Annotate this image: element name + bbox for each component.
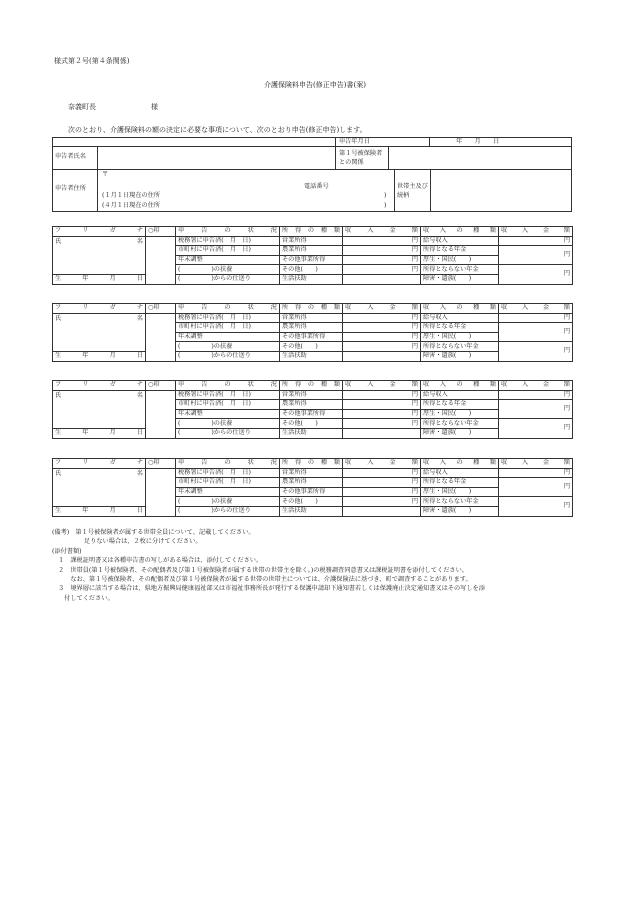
relation-label: 第１号被保険者との関係 xyxy=(339,150,383,166)
status-header: 申 告 の 状 況 xyxy=(176,381,280,391)
right-row-0: 給与収入 xyxy=(421,390,499,400)
income-row-1: 農業所得 xyxy=(280,400,343,410)
amount-field[interactable]: 円 xyxy=(343,342,421,352)
amount-field[interactable]: 円 xyxy=(343,255,421,265)
attachment-item-2-note: なお、第１号被保険者、その配偶者及び第１号被保険者が属する世帯の世帯主については、介護保険法に基づき、町で調査することがあります。 xyxy=(58,576,472,584)
remarks-label: (備考) xyxy=(52,529,70,536)
birth-label: 生 年 月 日 xyxy=(53,351,146,361)
income-row-1: 農業所得 xyxy=(280,246,343,256)
amount-header: 収入金額 xyxy=(499,227,573,237)
remarks-line1: 第１号被保険者が属する世帯全員について、記載してください。 xyxy=(75,529,255,536)
address-apr1[interactable]: (４月１日現在の住所 xyxy=(102,202,161,209)
household-member-block xyxy=(52,226,573,285)
right-row-4: 障害・遺族( ) xyxy=(421,506,499,516)
right-row-1: 所得となる年金 xyxy=(421,323,499,333)
status-row-3[interactable]: ( )の扶養 xyxy=(176,419,280,429)
attachment-item-3-cont: 付してください。 xyxy=(58,594,114,602)
birth-label: 生 年 月 日 xyxy=(53,506,146,516)
income-kind-header: 収入の種類 xyxy=(421,459,499,469)
amount-field[interactable]: 円 xyxy=(499,468,573,478)
intro-text: 次のとおり、介護保険料の額の決定に必要な事項について、次のとおり申告(修正申告)します。 xyxy=(68,126,367,134)
notes xyxy=(52,528,485,603)
income-kind-header: 収入の種類 xyxy=(421,227,499,237)
right-row-4: 障害・遺族( ) xyxy=(421,428,499,438)
furigana-label: フ リ ガ ナ xyxy=(53,381,146,391)
right-row-2: 厚生・国民( ) xyxy=(421,487,499,497)
postal-mark: 〒 xyxy=(102,171,109,178)
amount-field[interactable]: 円 xyxy=(499,342,573,361)
amount-field[interactable]: 円 xyxy=(343,419,421,429)
householder-label: 世帯主及び続柄 xyxy=(397,183,428,199)
status-row-4[interactable]: ( )からの仕送り xyxy=(176,428,280,438)
income-row-0: 営業所得 xyxy=(280,313,343,323)
amount-field[interactable]: 円 xyxy=(499,265,573,284)
phone-label: 電話番号 xyxy=(304,183,329,190)
name-label: 氏 名 xyxy=(53,390,146,428)
right-row-1: 所得となる年金 xyxy=(421,246,499,256)
right-row-1: 所得となる年金 xyxy=(421,478,499,488)
amount-header: 収入金額 xyxy=(499,459,573,469)
status-row-2[interactable]: 年末調整 xyxy=(176,487,280,497)
income-row-4: 生活扶助 xyxy=(280,274,343,284)
amount-field[interactable]: 円 xyxy=(343,497,421,507)
income-kind-header: 収入の種類 xyxy=(421,304,499,314)
status-row-4[interactable]: ( )からの仕送り xyxy=(176,351,280,361)
name-label: 氏 名 xyxy=(53,468,146,506)
right-row-0: 給与収入 xyxy=(421,236,499,246)
income-row-0: 営業所得 xyxy=(280,390,343,400)
income-row-4: 生活扶助 xyxy=(280,506,343,516)
income-type-header: 所得の種類 xyxy=(280,459,343,469)
income-row-2: その他事業所得 xyxy=(280,332,343,342)
income-row-3: その他( ) xyxy=(280,419,343,429)
right-row-4: 障害・遺族( ) xyxy=(421,274,499,284)
household-member-block xyxy=(52,458,573,517)
amount-field[interactable]: 円 xyxy=(499,497,573,516)
seal-field[interactable] xyxy=(146,390,176,438)
amount-field[interactable]: 円 xyxy=(499,323,573,342)
status-row-1[interactable]: 市町村に申告済( 月 日) xyxy=(176,323,280,333)
income-row-2: その他事業所得 xyxy=(280,487,343,497)
amount-field[interactable]: 円 xyxy=(343,487,421,497)
amount-header: 収入金額 xyxy=(343,381,421,391)
householder-field[interactable] xyxy=(431,170,571,211)
amount-header: 収入金額 xyxy=(499,304,573,314)
right-row-0: 給与収入 xyxy=(421,468,499,478)
birth-label: 生 年 月 日 xyxy=(53,274,146,284)
seal-label: ○印 xyxy=(146,304,176,314)
amount-field[interactable]: 円 xyxy=(343,246,421,256)
name-label: 氏 名 xyxy=(53,236,146,274)
date-value[interactable]: 年 月 日 xyxy=(456,138,500,145)
date-label: 申告年月日 xyxy=(339,138,370,145)
right-row-2: 厚生・国民( ) xyxy=(421,409,499,419)
status-row-0[interactable]: 税務署に申告済( 月 日) xyxy=(176,468,280,478)
attachment-item-2: ２ 世帯員(第１号被保険者、その配偶者及び第１号被保険者が属する世帯の世帯主を除く。)の税務調査同意書又は課税証明書を添付してください。 xyxy=(58,566,468,574)
amount-header: 収入金額 xyxy=(343,227,421,237)
income-row-4: 生活扶助 xyxy=(280,351,343,361)
attachment-item-3: ３ 境界層に該当する場合は、県地方振興局健康福祉部又は市福祉事務所長が発行する保護申請却下通知書若しくは保護廃止決定通知書又はその写しを添 xyxy=(58,585,485,593)
status-row-0[interactable]: 税務署に申告済( 月 日) xyxy=(176,236,280,246)
address-apr1-close: ) xyxy=(384,202,387,209)
seal-label: ○印 xyxy=(146,227,176,237)
addressee: 奈義町長 xyxy=(68,103,96,111)
amount-field[interactable]: 円 xyxy=(343,409,421,419)
amount-field[interactable]: 円 xyxy=(343,323,421,333)
status-row-1[interactable]: 市町村に申告済( 月 日) xyxy=(176,246,280,256)
right-row-3: 所得とならない年金 xyxy=(421,342,499,352)
applicant-box xyxy=(52,137,572,212)
status-row-3[interactable]: ( )の扶養 xyxy=(176,342,280,352)
income-row-0: 営業所得 xyxy=(280,468,343,478)
status-row-4[interactable]: ( )からの仕送り xyxy=(176,506,280,516)
applicant-name-field[interactable] xyxy=(98,147,334,168)
form-number: 様式第２号(第４条関係) xyxy=(54,57,130,65)
amount-header: 収入金額 xyxy=(343,459,421,469)
attachment-item-1: １ 課税証明書又は各種申告書の写しがある場合は、添付してください。 xyxy=(58,557,263,565)
right-row-3: 所得とならない年金 xyxy=(421,419,499,429)
right-row-2: 厚生・国民( ) xyxy=(421,255,499,265)
status-row-1[interactable]: 市町村に申告済( 月 日) xyxy=(176,400,280,410)
right-row-1: 所得となる年金 xyxy=(421,400,499,410)
seal-field[interactable] xyxy=(146,468,176,516)
amount-field[interactable]: 円 xyxy=(343,236,421,246)
seal-label: ○印 xyxy=(146,381,176,391)
attachments-label: (添付書類) xyxy=(52,547,82,555)
amount-field-empty[interactable] xyxy=(343,506,421,516)
income-row-2: その他事業所得 xyxy=(280,255,343,265)
household-member-block xyxy=(52,303,573,362)
amount-field[interactable]: 円 xyxy=(499,236,573,246)
amount-field[interactable]: 円 xyxy=(343,313,421,323)
amount-field[interactable]: 円 xyxy=(499,246,573,265)
status-row-0[interactable]: 税務署に申告済( 月 日) xyxy=(176,313,280,323)
birth-label: 生 年 月 日 xyxy=(53,428,146,438)
amount-field[interactable]: 円 xyxy=(343,468,421,478)
furigana-label: フ リ ガ ナ xyxy=(53,459,146,469)
income-row-0: 営業所得 xyxy=(280,236,343,246)
status-header: 申 告 の 状 況 xyxy=(176,227,280,237)
address-jan1-close: ) xyxy=(384,192,387,199)
amount-field[interactable]: 円 xyxy=(343,265,421,275)
address-jan1[interactable]: (１月１日現在の住所 xyxy=(102,192,161,199)
status-row-2[interactable]: 年末調整 xyxy=(176,255,280,265)
status-header: 申 告 の 状 況 xyxy=(176,459,280,469)
amount-field[interactable]: 円 xyxy=(343,400,421,410)
status-row-2[interactable]: 年末調整 xyxy=(176,332,280,342)
honorific: 様 xyxy=(151,103,158,111)
seal-field[interactable] xyxy=(146,313,176,361)
amount-header: 収入金額 xyxy=(499,381,573,391)
status-row-1[interactable]: 市町村に申告済( 月 日) xyxy=(176,478,280,488)
right-row-3: 所得とならない年金 xyxy=(421,497,499,507)
amount-field[interactable]: 円 xyxy=(499,313,573,323)
name-label: 氏 名 xyxy=(53,313,146,351)
seal-label: ○印 xyxy=(146,459,176,469)
income-row-4: 生活扶助 xyxy=(280,428,343,438)
income-row-3: その他( ) xyxy=(280,265,343,275)
income-row-3: その他( ) xyxy=(280,342,343,352)
income-type-header: 所得の種類 xyxy=(280,227,343,237)
amount-field[interactable]: 円 xyxy=(499,390,573,400)
income-type-header: 所得の種類 xyxy=(280,304,343,314)
form-title: 介護保険料申告(修正申告)書(案) xyxy=(264,81,366,89)
income-row-2: その他事業所得 xyxy=(280,409,343,419)
remarks-line2: 足りない場合は、２枚に分けてください。 xyxy=(84,538,202,546)
amount-field-empty[interactable] xyxy=(343,428,421,438)
amount-field[interactable]: 円 xyxy=(499,419,573,438)
right-row-4: 障害・遺族( ) xyxy=(421,351,499,361)
status-row-2[interactable]: 年末調整 xyxy=(176,409,280,419)
status-row-3[interactable]: ( )の扶養 xyxy=(176,265,280,275)
household-member-block xyxy=(52,380,573,439)
income-type-header: 所得の種類 xyxy=(280,381,343,391)
amount-field[interactable]: 円 xyxy=(343,390,421,400)
furigana-label: フ リ ガ ナ xyxy=(53,227,146,237)
income-kind-header: 収入の種類 xyxy=(421,381,499,391)
applicant-address-label: 申告者住所 xyxy=(55,185,86,192)
furigana-label: フ リ ガ ナ xyxy=(53,304,146,314)
amount-header: 収入金額 xyxy=(343,304,421,314)
right-row-3: 所得とならない年金 xyxy=(421,265,499,275)
relation-field[interactable] xyxy=(389,147,571,168)
status-row-4[interactable]: ( )からの仕送り xyxy=(176,274,280,284)
amount-field[interactable]: 円 xyxy=(499,400,573,419)
right-row-0: 給与収入 xyxy=(421,313,499,323)
income-row-1: 農業所得 xyxy=(280,323,343,333)
applicant-name-label: 申告者氏名 xyxy=(55,153,86,160)
status-row-0[interactable]: 税務署に申告済( 月 日) xyxy=(176,390,280,400)
amount-field-empty[interactable] xyxy=(343,351,421,361)
amount-field[interactable]: 円 xyxy=(499,478,573,497)
status-row-3[interactable]: ( )の扶養 xyxy=(176,497,280,507)
seal-field[interactable] xyxy=(146,236,176,284)
status-header: 申 告 の 状 況 xyxy=(176,304,280,314)
amount-field-empty[interactable] xyxy=(343,274,421,284)
right-row-2: 厚生・国民( ) xyxy=(421,332,499,342)
amount-field[interactable]: 円 xyxy=(343,332,421,342)
amount-field[interactable]: 円 xyxy=(343,478,421,488)
income-row-3: その他( ) xyxy=(280,497,343,507)
income-row-1: 農業所得 xyxy=(280,478,343,488)
